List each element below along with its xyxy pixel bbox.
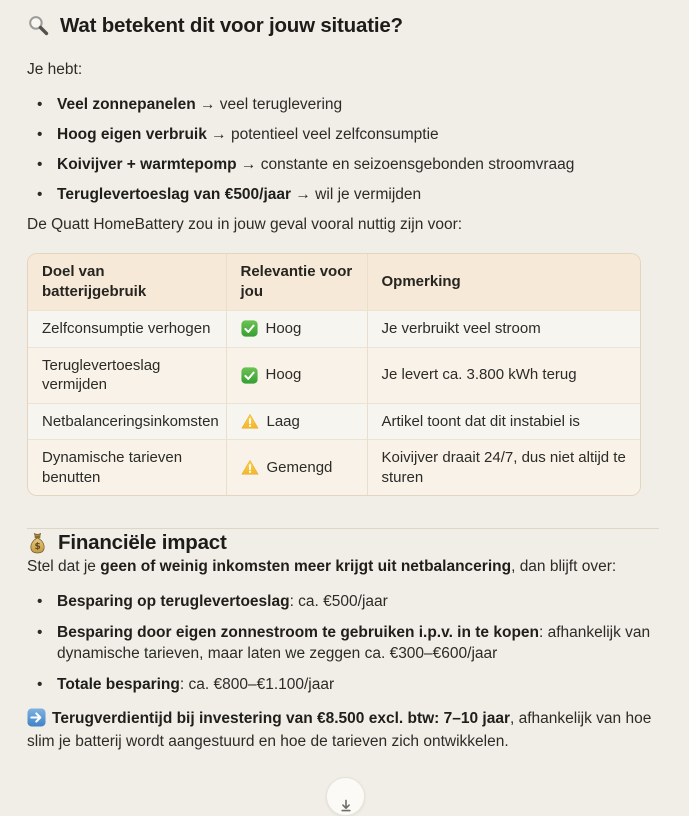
column-header-doel: Doel van batterijgebruik bbox=[28, 254, 226, 311]
situation-bullet-list bbox=[27, 94, 661, 205]
intro-text: Je hebt: bbox=[27, 61, 83, 78]
cell-relevantie: Hoog bbox=[226, 347, 367, 403]
table-row bbox=[28, 311, 640, 348]
check-emoji bbox=[241, 320, 258, 337]
column-header-opmerking: Opmerking bbox=[367, 254, 640, 311]
warning-emoji bbox=[241, 413, 259, 430]
list-item: • Besparing door eigen zonnestroom te gebruiken i.p.v. in te kopen: afhankelijk van dynamische tarieven, maar laten we zeggen ca. €300–€600/jaar bbox=[27, 622, 661, 664]
cell-doel: Teruglevertoeslag vermijden bbox=[28, 347, 226, 403]
money-bag-icon bbox=[27, 532, 48, 554]
magnifying-glass-icon bbox=[27, 14, 50, 37]
cell-doel: Netbalanceringsinkomsten bbox=[28, 403, 226, 440]
list-item: • Besparing op teruglevertoeslag: ca. €500/jaar bbox=[27, 591, 661, 612]
table-row bbox=[28, 347, 640, 403]
table-row bbox=[28, 440, 640, 496]
table-row bbox=[28, 403, 640, 440]
relevance-table-container bbox=[27, 253, 641, 496]
cell-opmerking: Koivijver draait 24/7, dus niet altijd te sturen bbox=[367, 440, 640, 496]
cell-doel: Dynamische tarieven benutten bbox=[28, 440, 226, 496]
payback-paragraph: Terugverdientijd bij investering van €8.500 excl. btw: 7–10 jaar, afhankelijk van hoe slim je batterij wordt aangestuurd en hoe de tarieven zich ontwikkelen. bbox=[27, 710, 652, 750]
list-item: • Totale besparing: ca. €800–€1.100/jaar bbox=[27, 674, 661, 695]
financial-bullet-list bbox=[27, 591, 661, 695]
table-header-row bbox=[28, 254, 640, 311]
check-emoji bbox=[241, 367, 258, 384]
cell-opmerking: Je verbruikt veel stroom bbox=[367, 311, 640, 348]
table-intro-text: De Quatt HomeBattery zou in jouw geval vooral nuttig zijn voor: bbox=[27, 216, 463, 233]
scroll-to-bottom-button[interactable] bbox=[326, 777, 365, 816]
section-title: Financiële impact bbox=[58, 531, 227, 554]
column-header-relevantie: Relevantie voor jou bbox=[226, 254, 367, 311]
arrow-right-emoji bbox=[27, 708, 46, 727]
section-heading-financial bbox=[27, 529, 661, 556]
section-title: Wat betekent dit voor jouw situatie? bbox=[60, 14, 403, 37]
cell-relevantie: Gemengd bbox=[226, 440, 367, 496]
cell-opmerking: Je levert ca. 3.800 kWh terug bbox=[367, 347, 640, 403]
section-heading-situation bbox=[27, 12, 661, 39]
svg-text:$: $ bbox=[34, 541, 41, 552]
list-item: • Hoog eigen verbruik → potentieel veel zelfconsumptie bbox=[27, 124, 661, 145]
relevance-table bbox=[28, 254, 640, 495]
cell-opmerking: Artikel toont dat dit instabiel is bbox=[367, 403, 640, 440]
cell-relevantie: Hoog bbox=[226, 311, 367, 348]
financial-intro-text: Stel dat je geen of weinig inkomsten meer krijgt uit netbalancering, dan blijft over: bbox=[27, 558, 617, 575]
list-item: • Koivijver + warmtepomp → constante en seizoensgebonden stroomvraag bbox=[27, 154, 661, 175]
warning-emoji bbox=[241, 459, 259, 476]
cell-doel: Zelfconsumptie verhogen bbox=[28, 311, 226, 348]
cell-relevantie: Laag bbox=[226, 403, 367, 440]
list-item: • Teruglevertoeslag van €500/jaar → wil je vermijden bbox=[27, 184, 661, 205]
list-item: • Veel zonnepanelen → veel teruglevering bbox=[27, 94, 661, 115]
